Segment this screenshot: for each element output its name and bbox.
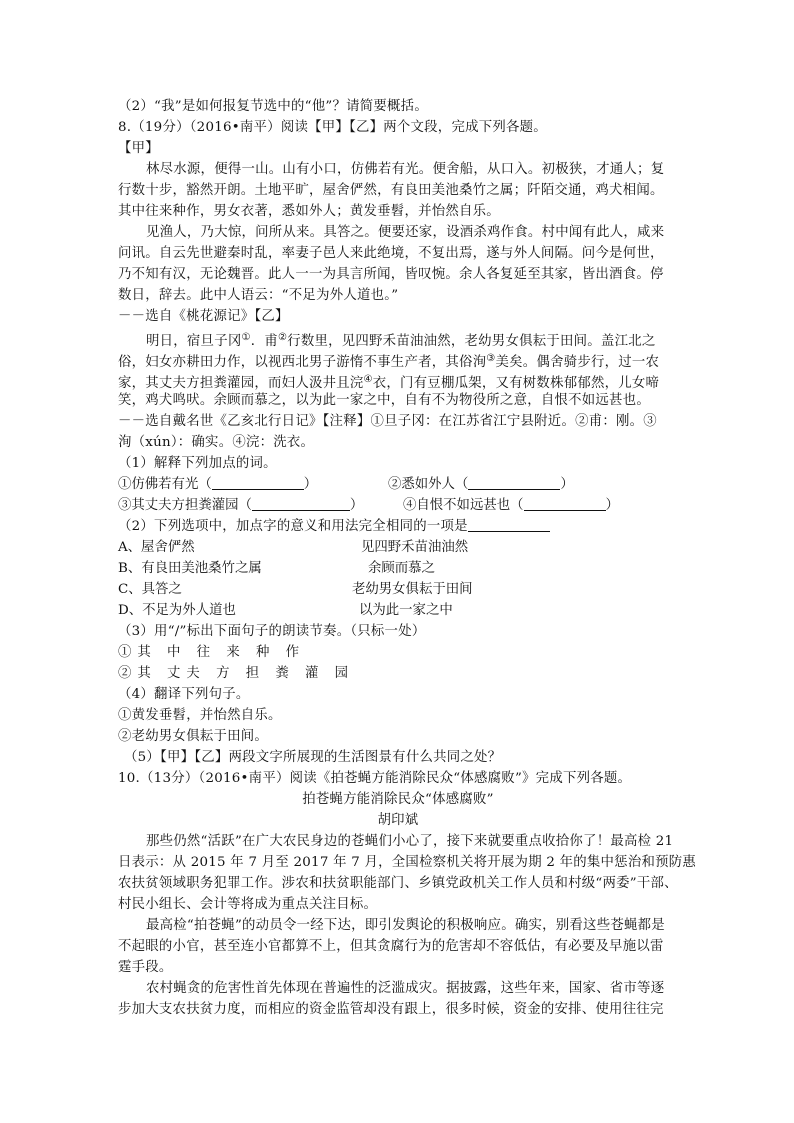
question-8-header: 8.（19分）（2016•南平）阅读【甲】【乙】两个文段，完成下列各题。: [118, 120, 547, 135]
yi-text: 俗，妇女亦耕田力作，以视西北男子游惰不事生产者，其俗洵: [118, 355, 487, 370]
article-paragraph-line: 农村蝇贪的危害性首先体现在普遍性的泛滥成灾。据披露，这些年来，国家、省市等逐: [146, 981, 665, 996]
q1-title: （1）解释下列加点的词。: [118, 456, 277, 471]
q2-option-c-left: C、具答之: [118, 582, 182, 597]
article-paragraph-line: 日表示：从 2015 年 7 月至 2017 年 7 月，全国检察机关将开展为期 2 年的集中惩治和预防惠: [118, 855, 697, 870]
q2-option-b-right: 余顾而慕之: [368, 561, 435, 576]
yi-text: ．甫: [250, 334, 278, 349]
yi-notes-continued: 洵（xún）：确实。④浣：洗衣。: [118, 435, 315, 450]
yi-text: 行数里，见四野禾苗油油然，老幼男女俱耘于田间。盖江北之: [287, 334, 656, 349]
question-10-header: 10.（13分）（2016•南平）阅读《拍苍蝇方能消除民众“体感腐败”》完成下列各题。: [118, 771, 632, 786]
jia-paragraph-line: 行数十步，豁然开朗。土地平旷，屋舍俨然，有良田美池桑竹之属；阡陌交通，鸡犬相闻。: [118, 183, 664, 198]
yi-source-notes: －－选自戴名世《乙亥北行日记》【注释】①旦子冈：在江苏省江宁县附近。②甫：刚。③: [118, 414, 657, 429]
jia-paragraph-line: 数日，辞去。此中人语云：“不足为外人道也。”: [118, 288, 399, 303]
q2-option-b-left: B、有良田美池桑竹之属: [118, 561, 262, 576]
article-paragraph-line: 村民小组长、会计等将成为重点关注目标。: [118, 897, 378, 912]
footnote-marker: ③: [486, 353, 496, 364]
q2-option-d-right: 以为此一家之中: [359, 603, 453, 618]
q2-option-d-left: D、不足为外人道也: [118, 603, 236, 618]
q3-title: （3）用“/”标出下面句子的朗读节奏。（只标一处）: [118, 624, 426, 639]
q3-sentence-2: ②其 丈夫 方 担 粪 灌 园: [118, 666, 355, 681]
q2-option-a-left: A、屋舍俨然: [118, 540, 195, 555]
q2-option-c-right: 老幼男女俱耘于田间: [352, 582, 473, 597]
q1-item-1: ①仿佛若有光（ ）: [118, 477, 318, 492]
jia-label: 【甲】: [118, 141, 159, 156]
article-paragraph-line: 农扶贫领域职务犯罪工作。涉农和扶贫职能部门、乡镇党政机关工作人员和村级“两委”干部、: [118, 876, 678, 891]
jia-paragraph-line: 见渔人，乃大惊，问所从来。具答之。便要还家，设酒杀鸡作食。村中闻有此人，咸来: [146, 225, 665, 240]
answer-blank[interactable]: [212, 475, 304, 490]
q2-option-a-right: 见四野禾苗油油然: [361, 540, 469, 555]
q2-title: （2）下列选项中，加点字的意义和用法完全相同的一项是: [118, 517, 550, 537]
yi-paragraph-line: 笑，鸡犬鸣吠。余顾而慕之，以为此一家之中，自有不为物役所之意，自恨不如远甚也。: [118, 393, 650, 408]
footnote-marker: ④: [363, 374, 373, 385]
yi-text: 美矣。偶舍骑步行，过一农: [495, 355, 660, 370]
q4-sentence-1: ①黄发垂髫，并怡然自乐。: [118, 708, 282, 723]
article-paragraph-line: 不起眼的小官，甚至连小官都算不上，但其贪腐行为的危害却不容低估，有必要及早施以雷: [118, 939, 664, 954]
jia-source: －－选自《桃花源记》【乙】: [118, 309, 289, 324]
yi-text: 衣，门有豆棚瓜架，又有树数株郁郁然，儿女啼: [372, 376, 660, 391]
yi-text: 明日，宿旦子冈: [146, 334, 242, 349]
article-paragraph-line: 霆手段。: [118, 960, 173, 975]
article-paragraph-line: 步加大支农扶贫力度，而相应的资金监管却没有跟上，很多时候，资金的安排、使用往往完: [118, 1002, 664, 1017]
footnote-marker: ①: [241, 332, 251, 343]
article-author: 胡印斌: [377, 813, 419, 828]
jia-paragraph-line: 问讯。自云先世避秦时乱，率妻子邑人来此绝境，不复出焉，遂与外人间隔。问今是何世，: [118, 246, 664, 261]
answer-blank[interactable]: [468, 475, 560, 490]
yi-text: 家，其丈夫方担粪灌园，而妇人汲井且浣: [118, 376, 364, 391]
jia-paragraph-line: 乃不知有汉，无论魏晋。此人一一为具言所闻，皆叹惋。余人各复延至其家，皆出酒食。停: [118, 267, 664, 282]
q4-title: （4）翻译下列句子。: [118, 687, 250, 702]
q3-sentence-1: ①其 中 往 来 种 作: [118, 645, 306, 660]
article-paragraph-line: 那些仍然“活跃”在广大农民身边的苍蝇们小心了，接下来就要重点收拾你了！最高检 21: [146, 834, 674, 849]
q1-item-2: ②悉如外人（ ）: [388, 477, 574, 492]
q4-sentence-2: ②老幼男女俱耘于田间。: [118, 729, 269, 744]
q1-item-4: ④自恨不如远甚也（ ）: [403, 498, 619, 513]
jia-paragraph-line: 其中往来种作，男女衣著，悉如外人；黄发垂髫，并怡然自乐。: [118, 204, 500, 219]
q1-item-3: ③其丈夫方担粪灌园（ ）: [118, 498, 364, 513]
footnote-marker: ②: [277, 332, 288, 343]
answer-blank[interactable]: [524, 496, 606, 511]
article-title: 拍苍蝇方能消除民众“体感腐败”: [302, 792, 494, 807]
article-paragraph-line: 最高检“拍苍蝇”的动员令一经下达，即引发舆论的积极响应。确实，别看这些苍蝇都是: [146, 918, 665, 933]
answer-blank[interactable]: [468, 517, 550, 532]
q5-title: （5）【甲】【乙】两段文字所展现的生活图景有什么共同之处？: [124, 750, 502, 765]
jia-paragraph-line: 林尽水源，便得一山。山有小口，仿佛若有光。便舍船，从口入。初极狭，才通人；复: [146, 162, 665, 177]
question-7-2: （2）“我”是如何报复节选中的“他”？请简要概括。: [118, 99, 428, 114]
answer-blank[interactable]: [252, 496, 350, 511]
